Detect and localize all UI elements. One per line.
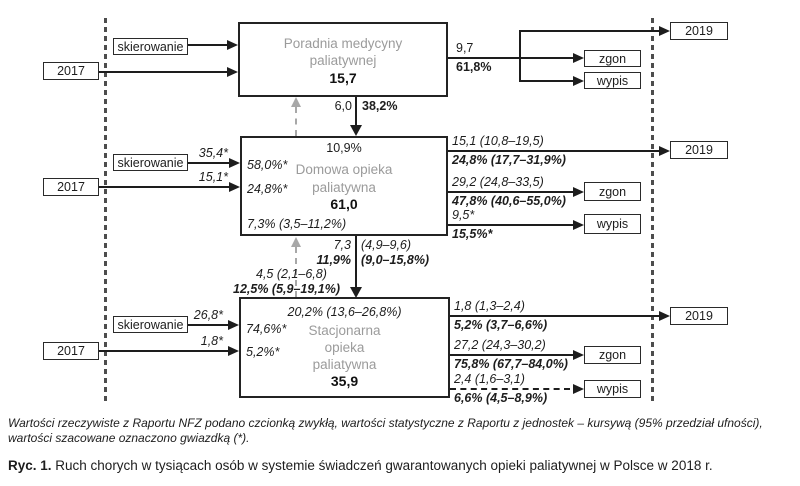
arrow-stacjonarna-to-2019 [450, 315, 659, 317]
label-domowa-to-2019-n: 15,1 (10,8–19,5) [452, 134, 544, 148]
arrow-domowa-to-wypis [448, 224, 573, 226]
stacjonarna-value: 35,9 [330, 373, 359, 389]
label-stacjonarna-to-wypis-n: 2,4 (1,6–3,1) [454, 372, 525, 386]
domowa-left-value2: 24,8%* [247, 182, 288, 196]
poradnia-box [238, 22, 448, 97]
label-stacjonarna-to-domowa-n: 4,5 (2,1–6,8) [256, 267, 327, 281]
arrowhead-domowa-to-wypis [573, 220, 584, 230]
label-stacjonarna-to-wypis-pct: 6,6% (4,5–8,9%) [454, 391, 548, 405]
label-stacjonarna-to-2019-pct: 5,2% (3,7–6,6%) [454, 318, 548, 332]
year-2019-box-top: 2019 [670, 22, 728, 40]
year-2017-box-bottom: 2017 [43, 342, 99, 360]
arrowhead-stacjonarna-to-domowa [291, 237, 301, 247]
poradnia-title-line1: Poradnia medycyny [283, 36, 403, 51]
stacjonarna-title-line3: paliatywna [312, 357, 377, 372]
arrowhead-poradnia-to-2019 [659, 26, 670, 36]
poradnia-value: 15,7 [329, 70, 357, 86]
domowa-title-line1: Domowa opieka [295, 162, 393, 177]
arrow-stacjonarna-to-wypis-dashed [450, 388, 570, 390]
label-poradnia-out-pct: 61,8% [456, 60, 492, 74]
domowa-box [240, 136, 448, 236]
arrowhead-poradnia-to-zgon [573, 53, 584, 63]
arrowhead-domowa-to-zgon [573, 187, 584, 197]
arrowhead-domowa-to-poradnia [291, 97, 301, 107]
stacjonarna-left-value2: 5,2%* [246, 345, 280, 359]
arrow-poradnia-to-wypis [519, 80, 573, 82]
arrowhead-referral-to-poradnia [227, 40, 238, 50]
arrow-referral-to-stacjonarna [188, 324, 228, 326]
domowa-left-value1: 58,0%* [247, 158, 288, 172]
referral-box-top: skierowanie [113, 38, 188, 55]
zgon-box-bottom: zgon [584, 346, 641, 364]
zgon-box-top: zgon [584, 50, 641, 67]
arrowhead-poradnia-to-wypis [573, 76, 584, 86]
stacjonarna-box [239, 297, 450, 398]
stacjonarna-title-line2: opieka [324, 340, 365, 355]
figure-text: Ruch chorych w tysiącach osób w systemie świadczeń gwarantowanych opieki paliatywnej w Polsce w 2018 r. [51, 458, 713, 473]
label-domowa-to-zgon-n: 29,2 (24,8–33,5) [452, 175, 544, 189]
arrowhead-stacjonarna-to-zgon [573, 350, 584, 360]
arrowhead-stacjonarna-to-2019 [659, 311, 670, 321]
label-domowa-to-stacjonarna-pct: 11,9% [316, 253, 351, 267]
label-stacjonarna-to-domowa-pct: 12,5% (5,9–19,1%) [233, 282, 341, 296]
label-stacjonarna-to-zgon-pct: 75,8% (67,7–84,0%) [454, 357, 568, 371]
domowa-top-value: 10,9% [326, 141, 362, 155]
label-2017-to-domowa: 15,1* [198, 170, 228, 184]
label-stacjonarna-to-zgon-n: 27,2 (24,3–30,2) [454, 338, 546, 352]
year-2019-box-middle: 2019 [670, 141, 728, 159]
domowa-bottom-value: 7,3% (3,5–11,2%) [247, 217, 347, 231]
separator-line-left [104, 18, 107, 402]
label-poradnia-to-domowa-pct: 38,2% [362, 99, 398, 113]
arrowhead-domowa-to-2019 [659, 146, 670, 156]
arrow-2017-to-domowa [99, 186, 229, 188]
arrowhead-2017-to-stacjonarna [228, 346, 239, 356]
arrowhead-referral-to-stacjonarna [228, 320, 239, 330]
stacjonarna-left-value1: 74,6%* [246, 322, 287, 336]
arrow-2017-to-poradnia [99, 71, 227, 73]
label-domowa-to-stacjonarna-n: 7,3 [333, 238, 351, 252]
branch-line-poradnia-outputs [519, 30, 521, 82]
wypis-box-top: wypis [584, 72, 641, 89]
arrowhead-referral-to-domowa [229, 158, 240, 168]
arrow-domowa-to-2019 [448, 150, 659, 152]
year-2017-box-middle: 2017 [43, 178, 99, 196]
arrow-stacjonarna-to-zgon [450, 354, 573, 356]
referral-box-bottom: skierowanie [113, 316, 188, 333]
referral-box-middle: skierowanie [113, 154, 188, 171]
year-2017-box-top: 2017 [43, 62, 99, 80]
label-domowa-to-wypis-pct: 15,5%* [452, 227, 493, 241]
arrowhead-stacjonarna-to-wypis [573, 384, 584, 394]
arrow-domowa-to-zgon [448, 191, 573, 193]
label-poradnia-out-n: 9,7 [456, 41, 474, 55]
label-2017-to-stacjonarna: 1,8* [200, 334, 223, 348]
wypis-box-middle: wypis [584, 214, 641, 234]
label-domowa-to-2019-pct: 24,8% (17,7–31,9%) [452, 153, 566, 167]
arrow-referral-to-poradnia [188, 44, 228, 46]
label-domowa-to-stacjonarna-ci: (4,9–9,6) [361, 238, 412, 252]
label-stacjonarna-to-2019-n: 1,8 (1,3–2,4) [454, 299, 525, 313]
arrow-domowa-to-stacjonarna [355, 236, 357, 287]
label-domowa-to-zgon-pct: 47,8% (40,6–55,0%) [452, 194, 566, 208]
wypis-box-bottom: wypis [584, 380, 641, 398]
domowa-value: 61,0 [330, 196, 358, 212]
zgon-box-middle: zgon [584, 182, 641, 201]
year-2019-box-bottom: 2019 [670, 307, 728, 325]
note-line1: Wartości rzeczywiste z Raportu NFZ podano czcionką zwykłą, wartości statystyczne z Raportu z jednostek – kursywą (95% przedział ufności), [8, 416, 763, 430]
arrow-poradnia-to-2019 [519, 30, 659, 32]
figure-caption [8, 458, 713, 473]
domowa-title-line2: paliatywna [312, 180, 376, 195]
stacjonarna-top-value: 20,2% (13,6–26,8%) [287, 305, 402, 319]
label-referral-to-stacjonarna: 26,8* [193, 308, 223, 322]
arrow-domowa-to-poradnia-dashed [295, 107, 297, 136]
arrow-poradnia-to-domowa [355, 97, 357, 125]
label-domowa-to-stacjonarna-pct-ci: (9,0–15,8%) [361, 253, 430, 267]
note-line2: wartości szacowane oznaczono gwiazdką (*). [8, 431, 250, 445]
figure-label: Ryc. 1. [8, 458, 52, 473]
stacjonarna-title-line1: Stacjonarna [308, 323, 381, 338]
label-referral-to-domowa: 35,4* [198, 146, 228, 160]
separator-line-right [651, 18, 654, 402]
arrow-referral-to-domowa [188, 162, 229, 164]
label-domowa-to-wypis-n: 9,5* [452, 208, 475, 222]
arrowhead-2017-to-domowa [229, 182, 240, 192]
label-poradnia-to-domowa-n: 6,0 [334, 99, 352, 113]
arrowhead-2017-to-poradnia [227, 67, 238, 77]
arrow-poradnia-to-zgon [448, 57, 573, 59]
arrowhead-poradnia-to-domowa [350, 125, 362, 136]
arrowhead-domowa-to-stacjonarna [350, 287, 362, 298]
poradnia-title-line2: paliatywnej [309, 53, 377, 68]
arrow-2017-to-stacjonarna [99, 350, 228, 352]
